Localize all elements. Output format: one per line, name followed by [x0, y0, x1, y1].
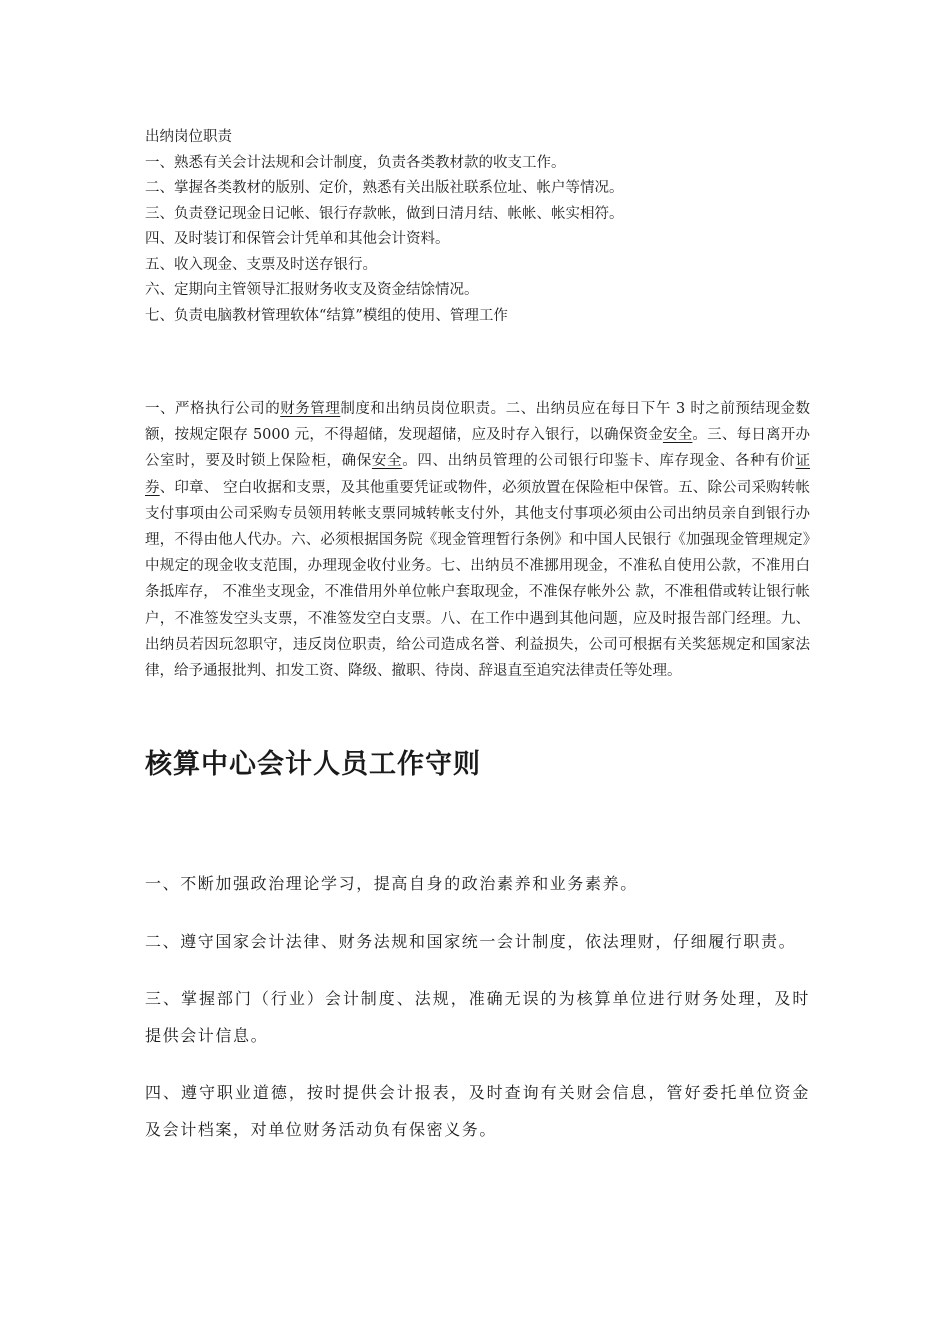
cashier-duties-section	[145, 125, 825, 329]
duty-item: 五、收入现金、支票及时送存银行。	[145, 256, 377, 273]
duty-item: 三、负责登记现金日记帐、银行存款帐，做到日清月结、帐帐、帐实相符。	[145, 205, 624, 222]
rules-text: 。四、出纳员管理的公司银行印鉴卡、库存现金、各种有价	[402, 453, 796, 470]
securities-link[interactable]: 证券	[145, 453, 811, 496]
duty-item: 一、熟悉有关会计法规和会计制度，负责各类教材款的收支工作。	[145, 154, 566, 171]
duty-item: 七、负责电脑教材管理软体“结算”模组的使用、管理工作	[145, 307, 508, 324]
accounting-rule-item: 二、遵守国家会计法律、财务法规和国家统一会计制度，依法理财，仔细履行职责。	[145, 931, 797, 951]
safety-link[interactable]: 安全	[371, 453, 403, 470]
rules-text: 、印章、 空白收据和支票，及其他重要凭证或物件，必须放置在保险柜中保管。五、除公司采购转帐支付事项由公司采购专员领用转帐支票同城转帐支付外，其他支付事项必须由公司出纳员亲自到银行办理，不得由他人代办。六、必须根据国务院《现金管理暂行条例》和中国人民银行《加强现金管理规定》中规定的现金收支范围，办理现金收付业务。七、出纳员不准挪用现金，不准私自使用公款，不准用白条抵库存， 不准坐支现金，不准借用外单位帐户套取现金，不准保存帐外公 款，不准租借或转让银行帐户，不准签发空头支票，不准签发空白支票。八、在工作中遇到其他问题，应及时报告部门经理。九、出纳员若因玩忽职守，违反岗位职责，给公司造成名誉、利益损失，公司可根据有关奖惩规定和国家法律，给予通报批判、扣发工资、降级、撤职、待岗、辞退直至追究法律责任等处理。	[145, 479, 811, 680]
accounting-rules-list	[145, 866, 810, 1169]
accounting-rule-item: 三、掌握部门（行业）会计制度、法规，准确无误的为核算单位进行财务处理，及时提供会计信息。	[145, 989, 810, 1045]
accounting-rules-heading: 核算中心会计人员工作守则	[145, 749, 481, 780]
cashier-duties-title: 出纳岗位职责	[145, 129, 232, 145]
duty-item: 六、定期向主管领导汇报财务收支及资金结馀情况。	[145, 282, 479, 298]
cashier-rules-paragraph	[145, 396, 810, 684]
duty-item: 四、及时装订和保管会计凭单和其他会计资料。	[145, 231, 450, 247]
financial-management-link[interactable]: 财务管理	[280, 401, 341, 417]
safety-link[interactable]: 安全	[662, 427, 693, 444]
accounting-rule-item: 一、不断加强政治理论学习，提高自身的政治素养和业务素养。	[145, 874, 638, 893]
accounting-rule-item: 四、遵守职业道德，按时提供会计报表，及时查询有关财会信息，管好委托单位资金及会计档案，对单位财务活动负有保密义务。	[145, 1083, 810, 1139]
duty-item: 二、掌握各类教材的版别、定价，熟悉有关出版社联系位址、帐户等情况。	[145, 180, 624, 196]
rules-text: 。三、每日离开办公室时，要及时锁上保险柜，确保	[145, 427, 811, 470]
rules-text: 制度和出纳员岗位职责。二、出纳员应在每日下午 3 时之前预结现金数额，按规定限存 5000 元，不得超储，发现超储，应及时存入银行，以确保资金	[145, 401, 811, 444]
rules-text: 一、严格执行公司的	[145, 401, 281, 417]
